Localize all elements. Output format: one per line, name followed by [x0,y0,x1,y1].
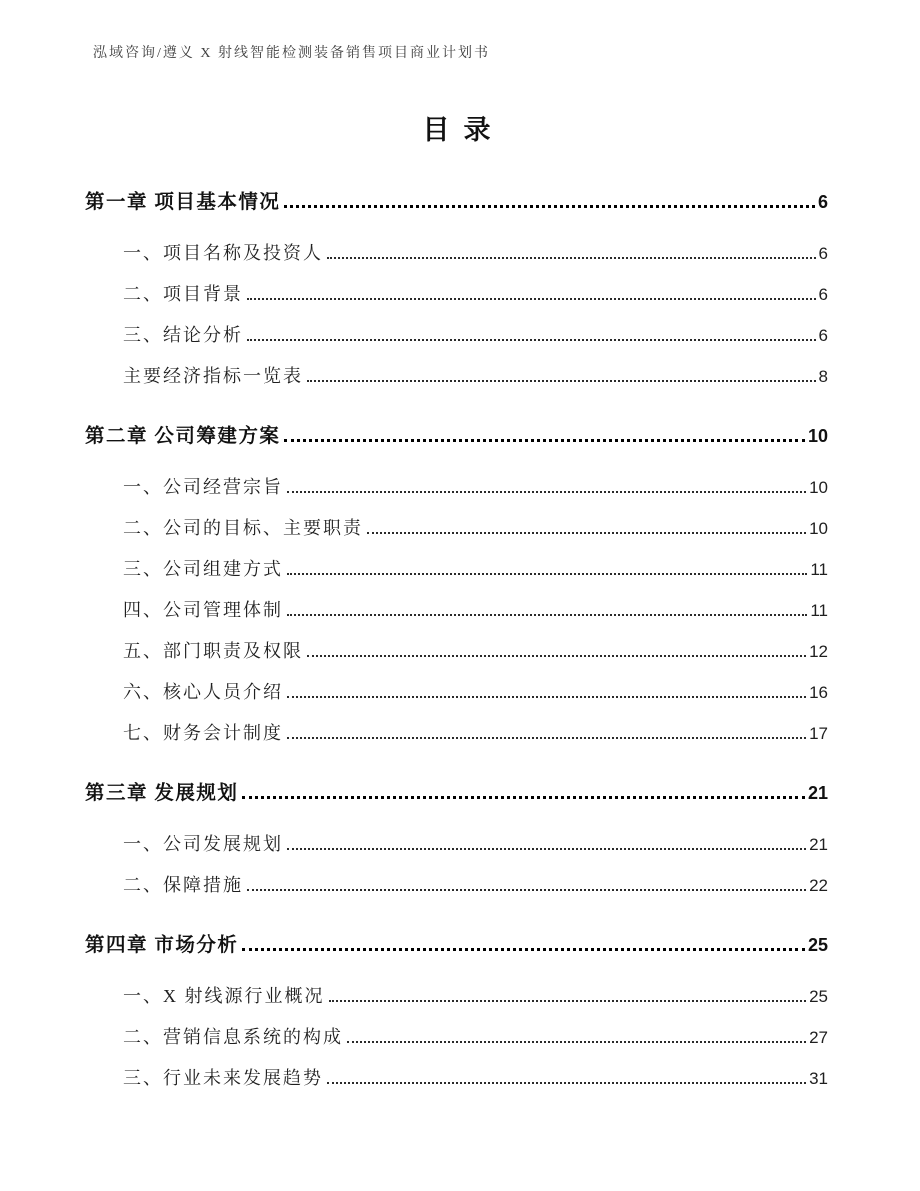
dot-leader [367,532,806,534]
toc-item-page: 6 [818,326,828,345]
toc-chapter-page: 10 [807,426,828,446]
toc-item-page: 10 [809,478,828,497]
toc-chapter-entry[interactable] [85,778,828,808]
toc-chapter-block [85,187,828,397]
toc-item-label: 二、保障措施 [123,875,243,895]
toc-item-page: 27 [809,1028,828,1047]
toc-item-page: 11 [810,601,828,620]
toc-item-label: 二、营销信息系统的构成 [123,1027,343,1047]
toc-chapter-label: 第二章 公司筹建方案 [85,426,281,447]
toc-item-entry[interactable] [85,713,828,754]
toc-chapter-label: 第三章 发展规划 [85,783,239,804]
toc-chapter-block [85,421,828,754]
toc-item-page: 6 [818,244,828,263]
dot-leader [242,948,805,951]
dot-leader [284,205,815,208]
toc-chapter-page: 6 [817,192,828,212]
toc-item-entry[interactable] [85,549,828,590]
toc-item-label: 二、公司的目标、主要职责 [123,518,363,538]
toc-chapter-label: 第四章 市场分析 [85,935,239,956]
dot-leader [347,1041,806,1043]
dot-leader [287,737,806,739]
dot-leader [284,439,805,442]
toc-item-label: 主要经济指标一览表 [123,366,303,386]
document-header: 泓域咨询/遵义 X 射线智能检测装备销售项目商业计划书 [93,46,490,61]
dot-leader [287,614,807,616]
toc-chapter-items [85,233,828,397]
toc-item-page: 22 [809,876,828,895]
toc-item-entry[interactable] [85,865,828,906]
toc-chapter-label: 第一章 项目基本情况 [85,192,281,213]
dot-leader [327,1082,806,1084]
toc-chapter-block [85,778,828,906]
toc-chapter-items [85,824,828,906]
toc-item-label: 一、公司经营宗旨 [123,477,283,497]
toc-item-page: 10 [809,519,828,538]
toc-chapter-page: 21 [807,783,828,803]
toc-chapter-items [85,467,828,754]
toc-item-label: 三、行业未来发展趋势 [123,1068,323,1088]
dot-leader [247,889,806,891]
toc-item-entry[interactable] [85,467,828,508]
toc-item-label: 六、核心人员介绍 [123,682,283,702]
toc-chapter-entry[interactable] [85,187,828,217]
toc-item-entry[interactable] [85,631,828,672]
toc-chapter-block [85,930,828,1099]
toc-item-page: 21 [809,835,828,854]
dot-leader [327,257,816,259]
dot-leader [287,696,806,698]
toc-item-entry[interactable] [85,1017,828,1058]
toc-chapter-entry[interactable] [85,930,828,960]
dot-leader [307,655,806,657]
toc-item-label: 一、项目名称及投资人 [123,243,323,263]
toc-item-page: 31 [809,1069,828,1088]
toc-item-entry[interactable] [85,590,828,631]
toc-item-page: 6 [818,285,828,304]
dot-leader [329,1000,807,1002]
toc-item-page: 16 [809,683,828,702]
toc-item-label: 一、公司发展规划 [123,834,283,854]
toc-chapter-entry[interactable] [85,421,828,451]
dot-leader [242,796,805,799]
toc-item-entry[interactable] [85,824,828,865]
dot-leader [287,491,806,493]
toc-item-page: 11 [810,560,828,579]
toc-item-label: 一、X 射线源行业概况 [123,986,325,1006]
toc-item-entry[interactable] [85,672,828,713]
toc-item-label: 五、部门职责及权限 [123,641,303,661]
dot-leader [247,339,816,341]
dot-leader [287,573,807,575]
toc-chapter-page: 25 [807,935,828,955]
toc-title: 目录 [422,115,505,145]
toc-list [85,187,828,1099]
toc-item-page: 12 [809,642,828,661]
toc-item-entry[interactable] [85,233,828,274]
toc-item-page: 8 [818,367,828,386]
toc-item-label: 四、公司管理体制 [123,600,283,620]
toc-item-label: 三、结论分析 [123,325,243,345]
toc-item-label: 七、财务会计制度 [123,723,283,743]
toc-item-entry[interactable] [85,315,828,356]
dot-leader [287,848,806,850]
toc-item-label: 二、项目背景 [123,284,243,304]
toc-item-entry[interactable] [85,508,828,549]
toc-item-page: 17 [809,724,828,743]
dot-leader [247,298,816,300]
toc-chapter-items [85,976,828,1099]
toc-item-entry[interactable] [85,976,828,1017]
dot-leader [307,380,816,382]
toc-item-label: 三、公司组建方式 [123,559,283,579]
toc-item-entry[interactable] [85,356,828,397]
toc-item-entry[interactable] [85,1058,828,1099]
toc-item-page: 25 [809,987,828,1006]
toc-item-entry[interactable] [85,274,828,315]
